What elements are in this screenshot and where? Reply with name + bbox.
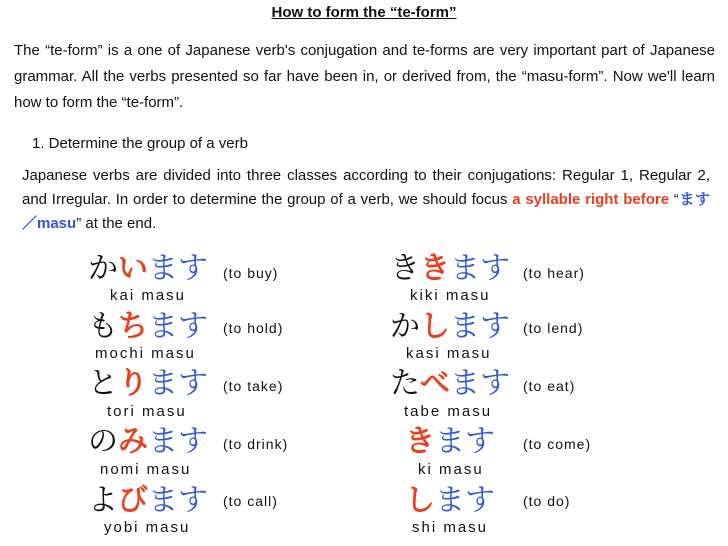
verb-prefix: よ [88, 483, 118, 518]
verb-masu: ます [450, 309, 510, 344]
verb-romaji: kasi masu [406, 345, 492, 362]
verb-nomimasu [88, 425, 208, 459]
page-title [0, 4, 728, 21]
explanation-tail: ” at the end. [76, 215, 157, 232]
verb-gloss: (to lend) [523, 320, 584, 336]
verb-masu: ます [148, 251, 208, 286]
verb-gloss: (to eat) [523, 378, 576, 394]
verb-romaji: ki masu [418, 461, 484, 478]
verb-key-syllable: み [118, 424, 148, 459]
verb-key-syllable: し [405, 483, 435, 518]
verb-gloss: (to do) [523, 493, 571, 509]
verb-romaji: tabe masu [404, 403, 493, 420]
page-title-text: How to form the “te-form” [271, 4, 457, 21]
explanation-text: Japanese verbs are divided into three classes according to their conjugations: Regular 1, Regular 2, and Irregular. In order to determine the group of a verb, we should focus [22, 167, 710, 208]
verb-gloss: (to call) [223, 493, 278, 509]
section-heading: 1. Determine the group of a verb [32, 135, 248, 152]
verb-prefix: も [88, 309, 118, 344]
verb-kikimasu [390, 252, 510, 286]
verb-key-syllable: し [420, 309, 450, 344]
verb-key-syllable: べ [420, 366, 450, 401]
verb-romaji: nomi masu [100, 461, 192, 478]
verb-romaji: yobi masu [104, 519, 191, 536]
verb-masu: ます [435, 483, 495, 518]
verb-kaimasu [88, 252, 208, 286]
verb-prefix: き [390, 251, 420, 286]
verb-gloss: (to come) [523, 436, 592, 452]
verb-gloss: (to buy) [223, 265, 279, 281]
masu-label: ます／masu [22, 191, 710, 232]
verb-key-syllable: ち [118, 309, 148, 344]
verb-key-syllable: き [420, 251, 450, 286]
verb-tabemasu [390, 367, 510, 401]
verb-gloss: (to take) [223, 378, 284, 394]
verb-romaji: mochi masu [95, 345, 196, 362]
verb-key-syllable: い [118, 251, 148, 286]
verb-romaji: kai masu [110, 287, 187, 304]
verb-gloss: (to hold) [223, 320, 284, 336]
verb-romaji: shi masu [412, 519, 489, 536]
verb-masu: ます [148, 483, 208, 518]
verb-torimasu [88, 367, 208, 401]
verb-masu: ます [148, 309, 208, 344]
verb-romaji: kiki masu [410, 287, 491, 304]
verb-shimasu [405, 484, 495, 518]
verb-key-syllable: き [405, 424, 435, 459]
verb-prefix: の [88, 424, 118, 459]
verb-mochimasu [88, 310, 208, 344]
intro-paragraph: The “te-form” is a one of Japanese verb's conjugation and te-forms are very important part of Japanese grammar. All the verbs presented so far have been in, or derived from, the “masu-form”. Now we'll learn how to form the “te-form”. [14, 42, 715, 111]
verb-prefix: か [88, 251, 118, 286]
explanation-paragraph [22, 164, 710, 236]
verb-kimasu [405, 425, 495, 459]
verb-masu: ます [435, 424, 495, 459]
verb-masu: ます [450, 251, 510, 286]
verb-masu: ます [148, 424, 208, 459]
verb-key-syllable: り [118, 366, 148, 401]
verb-yobimasu [88, 484, 208, 518]
verb-key-syllable: び [118, 483, 148, 518]
verb-masu: ます [450, 366, 510, 401]
syllable-highlight: a syllable right before [512, 191, 670, 208]
verb-masu: ます [148, 366, 208, 401]
verb-gloss: (to drink) [223, 436, 289, 452]
verb-kashimasu [390, 310, 510, 344]
verb-gloss: (to hear) [523, 265, 585, 281]
verb-prefix: た [390, 366, 420, 401]
verb-romaji: tori masu [107, 403, 187, 420]
verb-prefix: と [88, 366, 118, 401]
quote-open: “ [669, 191, 679, 208]
verb-prefix: か [390, 309, 420, 344]
